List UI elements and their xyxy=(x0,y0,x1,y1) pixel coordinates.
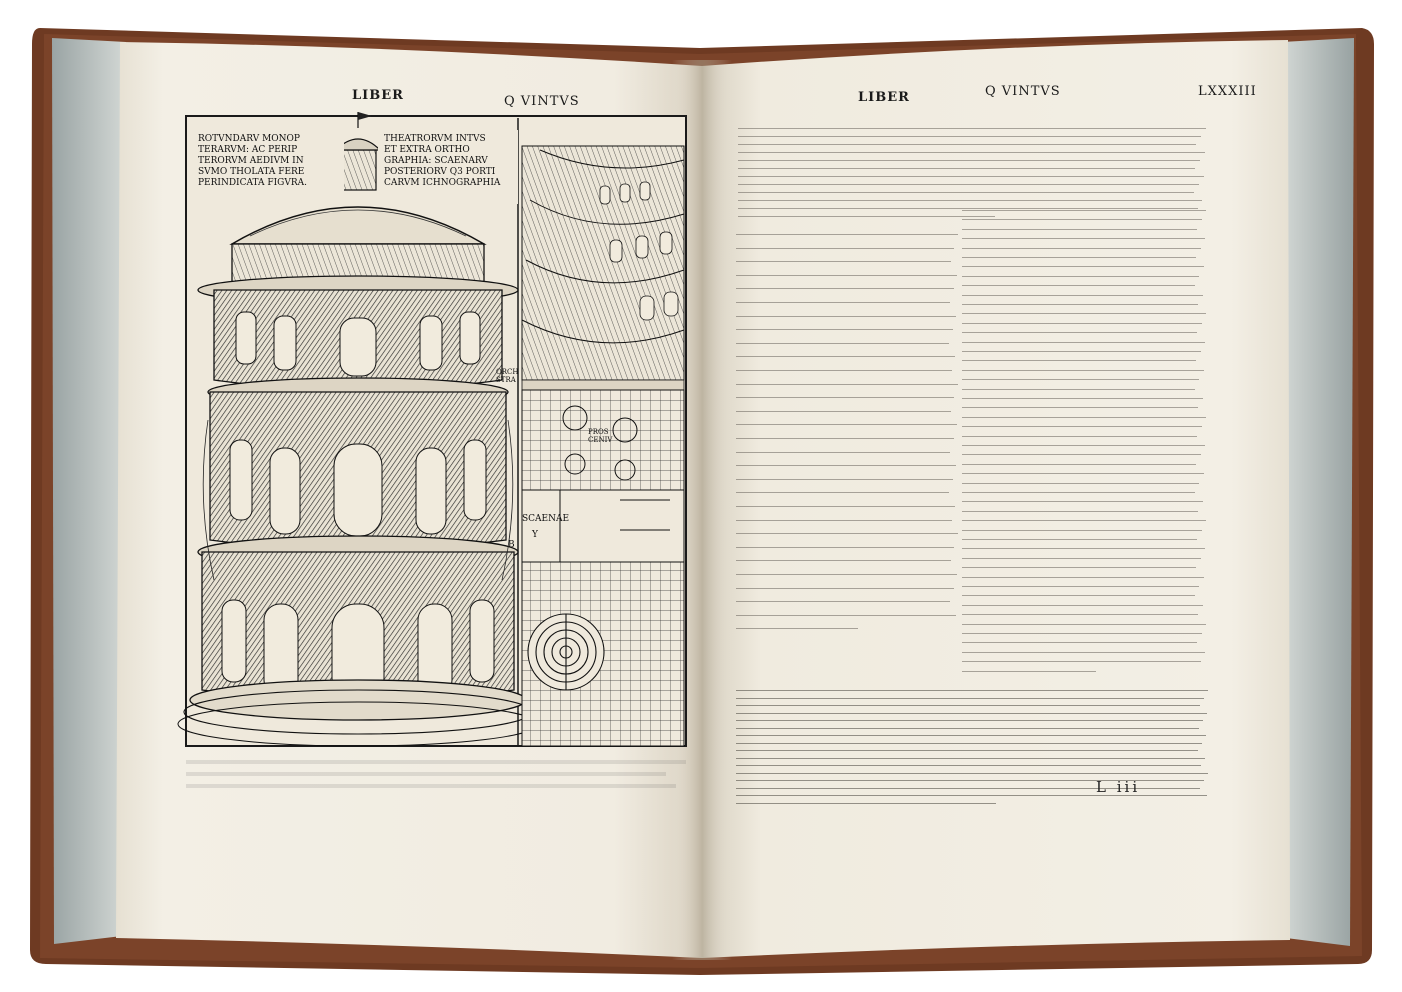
text-line xyxy=(736,343,949,344)
left-page-edges xyxy=(52,38,126,944)
text-line xyxy=(962,295,1203,296)
text-line xyxy=(738,184,1199,185)
text-line xyxy=(962,492,1195,493)
text-line xyxy=(736,411,951,412)
text-line xyxy=(736,588,954,589)
text-line xyxy=(962,389,1195,390)
text-line xyxy=(962,285,1195,286)
caption-left-line: SVMO THOLATA FERE xyxy=(198,167,305,177)
text-line xyxy=(962,276,1199,277)
label-proscenium: PROS CENIV xyxy=(588,428,613,444)
text-line xyxy=(962,219,1202,220)
text-line xyxy=(736,248,954,249)
text-line xyxy=(736,533,958,534)
text-line xyxy=(736,615,956,616)
text-line xyxy=(736,750,1198,751)
text-line xyxy=(738,144,1196,145)
text-line xyxy=(962,595,1195,596)
text-line xyxy=(736,329,953,330)
text-line xyxy=(738,208,1198,209)
text-line xyxy=(962,501,1203,502)
text-line xyxy=(736,628,858,629)
text-line xyxy=(738,168,1195,169)
text-line xyxy=(962,530,1202,531)
text-line xyxy=(736,743,1202,744)
caption-right-line: ET EXTRA ORTHO xyxy=(384,145,470,155)
text-line xyxy=(736,424,957,425)
text-line xyxy=(736,735,1206,736)
text-line xyxy=(962,605,1203,606)
text-line xyxy=(738,200,1202,201)
text-line xyxy=(962,652,1205,653)
caption-right-line: GRAPHIA: SCAENARV xyxy=(384,156,488,166)
right-folio: LXXXIII xyxy=(1198,84,1257,99)
text-line xyxy=(962,360,1196,361)
text-line xyxy=(736,316,956,317)
text-line xyxy=(738,176,1204,177)
text-line xyxy=(962,332,1197,333)
right-liber: LIBER xyxy=(858,90,910,105)
text-line xyxy=(738,152,1205,153)
labyrinth-drawing xyxy=(528,614,604,690)
text-line xyxy=(962,558,1201,559)
left-running-head: LIBER xyxy=(352,88,404,103)
caption-right-line: THEATRORVM INTVS xyxy=(384,134,486,144)
text-line xyxy=(962,520,1206,521)
text-line xyxy=(962,661,1201,662)
text-line xyxy=(736,765,1201,766)
text-line xyxy=(962,454,1201,455)
text-line xyxy=(736,370,952,371)
text-line xyxy=(736,397,954,398)
text-line xyxy=(962,323,1202,324)
left-quintus: Q VINTVS xyxy=(504,94,580,109)
text-line xyxy=(962,577,1204,578)
text-line xyxy=(962,464,1196,465)
right-page xyxy=(702,40,1290,958)
text-line xyxy=(736,261,951,262)
text-line xyxy=(736,574,957,575)
text-line xyxy=(962,426,1202,427)
text-line xyxy=(962,229,1197,230)
text-line xyxy=(736,728,1199,729)
text-line xyxy=(962,548,1205,549)
label-orchestra: ORCH STRA xyxy=(496,368,519,384)
text-line xyxy=(962,398,1203,399)
text-line xyxy=(962,436,1197,437)
caption-right-line: CARVM ICHNOGRAPHIA xyxy=(384,178,501,188)
text-line xyxy=(962,567,1196,568)
caption-left-line: TERORVM AEDIVM IN xyxy=(198,156,304,166)
text-line xyxy=(962,257,1196,258)
text-line xyxy=(736,713,1207,714)
text-line xyxy=(736,601,950,602)
text-line xyxy=(962,379,1199,380)
caption-right-line: POSTERIORV Q3 PORTI xyxy=(384,167,496,177)
text-line xyxy=(962,473,1204,474)
text-line xyxy=(738,136,1201,137)
text-line xyxy=(962,511,1198,512)
text-line xyxy=(738,216,995,217)
text-line xyxy=(962,586,1199,587)
text-line xyxy=(736,302,950,303)
right-quintus: Q VINTVS xyxy=(985,84,1061,99)
text-line xyxy=(962,238,1205,239)
text-line xyxy=(736,773,1208,774)
text-line xyxy=(962,633,1202,634)
text-line xyxy=(736,520,952,521)
woodcut-caption-right xyxy=(384,134,518,189)
text-line xyxy=(962,539,1197,540)
caption-left-line: PERINDICATA FIGVRA. xyxy=(198,178,307,188)
text-line xyxy=(962,624,1206,625)
text-line xyxy=(736,560,951,561)
label-scaena: SCAENAE xyxy=(522,514,570,524)
text-line xyxy=(736,356,955,357)
text-line xyxy=(736,698,1204,699)
text-line xyxy=(962,266,1204,267)
text-line xyxy=(962,614,1198,615)
woodcut-caption-left xyxy=(198,134,344,189)
text-line xyxy=(962,248,1201,249)
caption-left-line: TERARVM: AC PERIP xyxy=(198,145,298,155)
text-line xyxy=(962,445,1205,446)
label-b: B xyxy=(508,540,515,550)
text-line xyxy=(736,234,958,235)
text-line xyxy=(736,492,949,493)
text-line xyxy=(736,288,954,289)
text-line xyxy=(736,705,1200,706)
text-line xyxy=(736,384,958,385)
text-line xyxy=(962,671,1096,672)
text-line xyxy=(736,479,953,480)
text-line xyxy=(962,642,1197,643)
page-signature: L iii xyxy=(1096,778,1141,796)
text-line xyxy=(962,342,1205,343)
text-line xyxy=(738,192,1194,193)
text-line xyxy=(736,275,957,276)
text-line xyxy=(736,547,954,548)
text-line xyxy=(736,758,1205,759)
text-line xyxy=(962,407,1198,408)
caption-left-line: ROTVNDARV MONOP xyxy=(198,134,300,144)
text-line xyxy=(736,690,1208,691)
text-line xyxy=(736,452,950,453)
text-line xyxy=(736,803,996,804)
right-page-edges xyxy=(1282,38,1354,946)
theatre-drawing xyxy=(522,146,684,746)
label-y: Y xyxy=(532,530,538,540)
text-line xyxy=(962,351,1201,352)
text-line xyxy=(738,160,1200,161)
text-line xyxy=(962,210,1206,211)
text-line xyxy=(736,506,955,507)
text-line xyxy=(738,128,1206,129)
text-line xyxy=(962,304,1198,305)
text-line xyxy=(962,417,1206,418)
text-line xyxy=(736,720,1203,721)
text-line xyxy=(962,370,1204,371)
text-line xyxy=(736,465,956,466)
text-line xyxy=(962,483,1199,484)
text-line xyxy=(736,438,954,439)
text-line xyxy=(962,313,1206,314)
